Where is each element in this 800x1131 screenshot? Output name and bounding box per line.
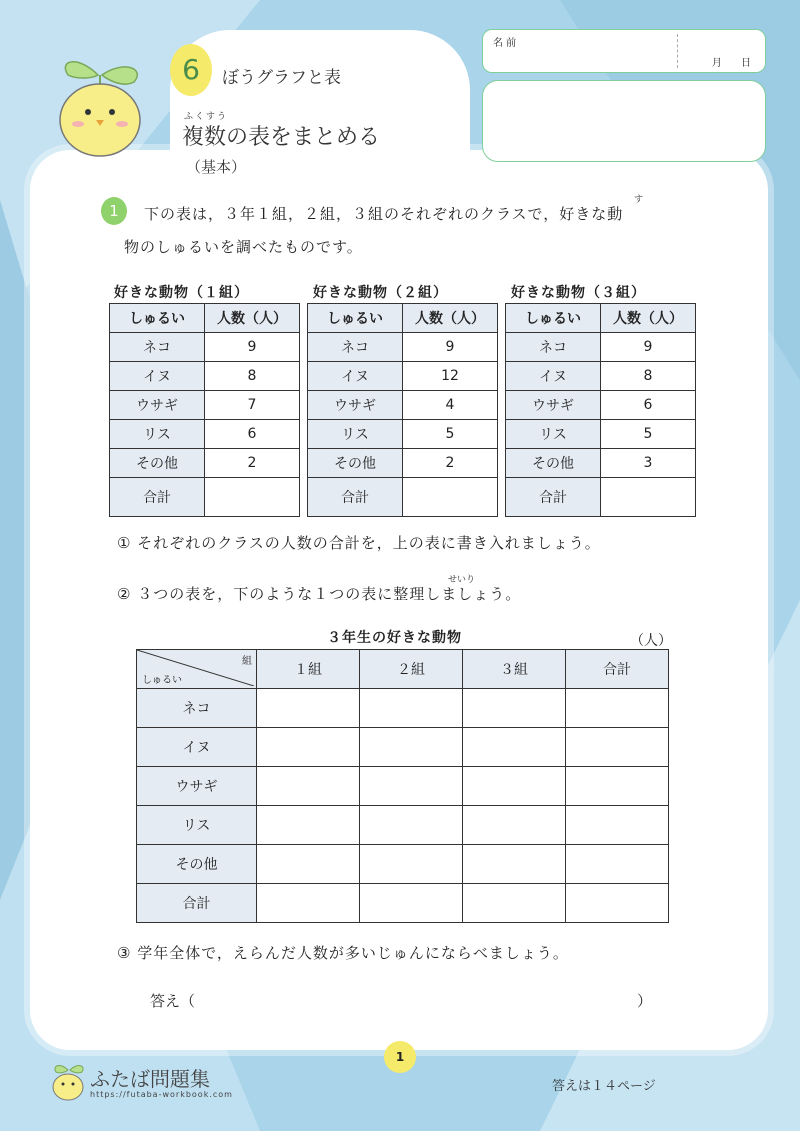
answer-cell[interactable] [360,845,463,884]
answer-cell[interactable] [257,767,360,806]
total-label: 合計 [308,478,403,517]
sub-question-2: ② ３つの表を，下のような１つの表に整理しましょう。 [117,585,522,603]
table1-caption: 好きな動物（１組） [114,285,249,301]
row-header: ネコ [137,689,257,728]
row-count: 4 [403,391,498,420]
row-kind: ネコ [110,333,205,362]
col-header: ２組 [360,650,463,689]
sprout-chick-icon [38,50,148,160]
answer-page-reference: 答えは１４ページ [552,1079,656,1094]
answer-cell[interactable] [257,884,360,923]
col-header: １組 [257,650,360,689]
row-header: リス [137,806,257,845]
total-input[interactable] [205,478,300,517]
row-kind: イヌ [506,362,601,391]
row-count: 9 [205,333,300,362]
row-kind: その他 [506,449,601,478]
question1-line2: 物のしゅるいを調べたものです。 [124,238,363,256]
row-kind: その他 [308,449,403,478]
answer-cell[interactable] [463,728,566,767]
corner-bottom-label: しゅるい [142,675,182,686]
brand-name: ふたば問題集 [90,1067,210,1091]
row-header: 合計 [137,884,257,923]
total-input[interactable] [601,478,696,517]
answer-cell[interactable] [360,806,463,845]
row-kind: ネコ [308,333,403,362]
score-box[interactable] [482,80,766,162]
answer-cell[interactable] [566,728,669,767]
brand-logo-icon [48,1062,88,1102]
class3-table [505,303,696,517]
page-number: 1 [384,1041,416,1073]
row-count: 3 [601,449,696,478]
class2-table [307,303,498,517]
answer-cell[interactable] [463,806,566,845]
row-count: 6 [205,420,300,449]
brand-url[interactable]: https://futaba-workbook.com [90,1090,233,1099]
col-count-header: 人数（人） [403,304,498,333]
row-header: ウサギ [137,767,257,806]
corner-cell [137,650,257,689]
name-label: 名 前 [493,38,517,49]
unit-number-badge: 6 [170,44,212,96]
answer-cell[interactable] [566,689,669,728]
row-count: 12 [403,362,498,391]
row-kind: イヌ [110,362,205,391]
row-kind: ウサギ [110,391,205,420]
row-kind: イヌ [308,362,403,391]
ruby-seiri: せいり [448,575,476,585]
answer-cell[interactable] [566,845,669,884]
col-kind-header: しゅるい [110,304,205,333]
table2-caption: 好きな動物（２組） [313,285,448,301]
row-header: その他 [137,845,257,884]
row-count: 6 [601,391,696,420]
answer-cell[interactable] [463,767,566,806]
answer-cell[interactable] [360,884,463,923]
row-kind: リス [308,420,403,449]
row-count: 2 [205,449,300,478]
answer-cell[interactable] [566,806,669,845]
col-kind-header: しゅるい [308,304,403,333]
col-count-header: 人数（人） [205,304,300,333]
answer-cell[interactable] [257,806,360,845]
row-kind: その他 [110,449,205,478]
summary-table-unit: （人） [630,633,672,649]
sub-question-1: ① それぞれのクラスの人数の合計を，上の表に書き入れましょう。 [117,534,601,552]
total-label: 合計 [110,478,205,517]
ruby-su: す [634,195,644,205]
answer-cell[interactable] [463,884,566,923]
summary-table [136,649,669,923]
row-kind: ウサギ [506,391,601,420]
unit-title: ぼうグラフと表 [222,68,341,88]
table3-caption: 好きな動物（３組） [511,285,646,301]
row-kind: ウサギ [308,391,403,420]
row-kind: リス [506,420,601,449]
row-count: 7 [205,391,300,420]
row-count: 9 [403,333,498,362]
date-label: 月 日 [711,58,751,69]
question-number-badge: 1 [101,197,127,225]
row-count: 5 [601,420,696,449]
row-count: 8 [205,362,300,391]
total-label: 合計 [506,478,601,517]
row-kind: ネコ [506,333,601,362]
answer-cell[interactable] [566,884,669,923]
lesson-subtitle: （基本） [186,158,247,176]
answer-cell[interactable] [257,689,360,728]
col-kind-header: しゅるい [506,304,601,333]
answer-cell[interactable] [360,689,463,728]
col-header: 合計 [566,650,669,689]
lesson-title: 複数の表をまとめる [182,125,381,150]
answer-cell[interactable] [360,728,463,767]
answer-label: 答え（ [150,992,196,1010]
row-count: 5 [403,420,498,449]
name-divider [677,34,678,68]
answer-cell[interactable] [463,689,566,728]
sub-question-3: ③ 学年全体で，えらんだ人数が多いじゅんにならべましょう。 [117,944,569,962]
row-header: イヌ [137,728,257,767]
col-count-header: 人数（人） [601,304,696,333]
answer-cell[interactable] [257,728,360,767]
lesson-title-ruby: ふくすう [184,112,229,122]
answer-cell[interactable] [360,767,463,806]
name-field[interactable] [482,29,766,73]
question1-line1: 下の表は，３年１組，２組，３組のそれぞれのクラスで，好きな動 [144,205,624,223]
class1-table [109,303,300,517]
answer-cell[interactable] [463,845,566,884]
row-kind: リス [110,420,205,449]
total-input[interactable] [403,478,498,517]
corner-top-label: 組 [242,656,252,667]
row-count: 2 [403,449,498,478]
answer-close: ） [637,992,653,1010]
row-count: 8 [601,362,696,391]
answer-cell[interactable] [257,845,360,884]
summary-table-caption: ３年生の好きな動物 [327,630,462,646]
answer-cell[interactable] [566,767,669,806]
col-header: ３組 [463,650,566,689]
row-count: 9 [601,333,696,362]
